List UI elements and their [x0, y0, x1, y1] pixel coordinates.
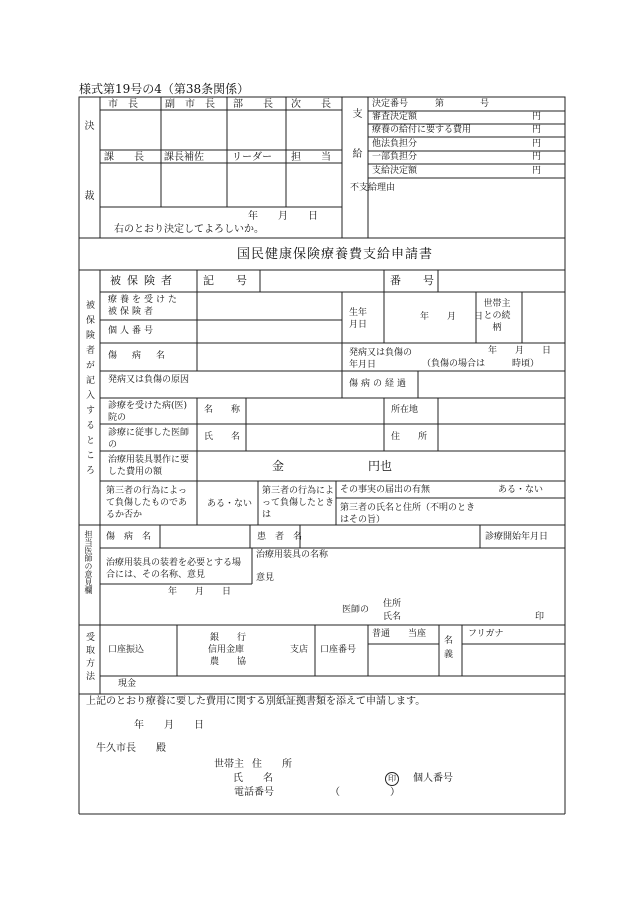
role-director: 部 長 [233, 99, 273, 110]
account-type-label: 普通 当座 [372, 629, 427, 639]
patient-line1: 療養を受けた [108, 295, 181, 305]
role-staff: 担 当 [291, 152, 331, 163]
onset-label: 発病又は負傷の年月日 [349, 348, 413, 370]
role-leader: リーダー [232, 152, 272, 163]
phone-paren: （ ） [330, 787, 400, 798]
credit-label: 信用金庫 [208, 645, 245, 655]
role-section-chief: 課 長 [104, 152, 144, 163]
kana-label: フリガナ [468, 629, 504, 639]
decision-number: 決定番号 第 号 [372, 99, 490, 109]
payment-amount-unit: 円 [532, 166, 542, 176]
number-label: 番 号 [390, 274, 434, 287]
patient-line2: 被保険者 [108, 307, 157, 317]
non-payment-reason: 不支給理由 [350, 183, 396, 193]
cause-label: 発病又は負傷の原因 [108, 375, 190, 385]
onset-note: （負傷の場合は 時頃） [422, 359, 540, 369]
other-law-share: 他法負担分 [372, 139, 418, 149]
householder-address: 住 所 [252, 759, 292, 770]
benefit-cost: 療養の給付に要する費用 [372, 125, 472, 135]
payment-label: 支給 [350, 108, 361, 188]
op-device-need: 治療用装具の装着を必要とする場合には、その名称、意見 [106, 558, 242, 580]
onset-date: 年 月 日 [488, 346, 552, 356]
householder-label: 世帯主 [214, 759, 244, 770]
doctor-label: 診療に従事した医師の [108, 428, 190, 450]
footer-date: 年 月 日 [134, 720, 204, 731]
op-doctor-of: 医師の [342, 605, 370, 615]
doctor-opinion-label: 担当医師の意見欄 [84, 530, 93, 594]
role-vice-mayor: 副 市 長 [165, 99, 215, 110]
statement: 上記のとおり療養に要した費用に関する別紙証拠書類を添えて申請します。 [86, 696, 426, 707]
partial-share-unit: 円 [532, 152, 542, 162]
insured-person-label: 被保険者 [110, 274, 178, 287]
cash-label: 現金 [118, 679, 137, 689]
footer-personal-number: 個人番号 [413, 773, 453, 784]
op-disease-label: 傷 病 名 [106, 532, 152, 542]
relation-label: 世帯主との続柄 [483, 299, 511, 333]
partial-share: 一部負担分 [372, 152, 418, 162]
op-date: 年 月 日 [168, 587, 232, 597]
account-number-label: 口座番号 [320, 645, 357, 655]
addressee: 牛久市長 殿 [96, 743, 166, 754]
householder-name: 氏 名 [233, 773, 273, 784]
insured-section-label: 被保険者が記入するところ [84, 300, 94, 480]
seal-stamp: 印 [385, 772, 399, 786]
birthdate-value: 年 月 日 [420, 312, 484, 322]
benefit-cost-unit: 円 [532, 125, 542, 135]
personal-number-label: 個人番号 [108, 326, 157, 336]
review-amount-unit: 円 [532, 112, 542, 122]
op-start-date-label: 診療開始年月日 [485, 532, 549, 542]
review-amount: 審査決定額 [372, 112, 418, 122]
address-label: 住 所 [391, 432, 428, 442]
branch-label: 支店 [290, 645, 309, 655]
cost-value: 金 円也 [272, 459, 393, 473]
bank-label: 銀 行 [210, 633, 247, 643]
agri-label: 農 協 [210, 657, 247, 667]
decision-label: 決裁 [82, 120, 93, 260]
report-yes-no: ある・ない [498, 485, 544, 495]
disease-name-label: 傷 病 名 [108, 351, 169, 361]
payment-amount: 支給決定額 [372, 166, 418, 176]
birthdate-label: 生年月日 [349, 308, 368, 330]
cost-label: 治療用装具製作に要した費用の額 [108, 455, 190, 477]
decision-date: 年 月 日 [248, 211, 318, 222]
third-party-question: 第三者の行為によって負傷したものであるか否か [106, 486, 188, 520]
op-patient-label: 患 者 名 [257, 532, 303, 542]
doctor-name-label: 氏 名 [204, 432, 241, 442]
approval-text: 右のとおり決定してよろしいか。 [114, 224, 264, 235]
transfer-label: 口座振込 [108, 645, 145, 655]
hospital-label: 診療を受けた病(医)院の [108, 401, 188, 423]
location-label: 所在地 [391, 405, 419, 415]
report-label: その事実の届出の有無 [340, 485, 431, 495]
holder-name-label: 名義 [444, 636, 454, 660]
course-label: 傷病の経過 [349, 379, 410, 389]
symbol-label: 記 号 [203, 274, 247, 287]
third-party-yes-no: ある・ない [207, 499, 253, 509]
role-mayor: 市 長 [108, 99, 138, 110]
op-seal: 印 [535, 612, 545, 622]
role-deputy-director: 次 長 [291, 99, 331, 110]
role-assistant-chief: 課長補佐 [164, 152, 204, 163]
op-address: 住所 [383, 599, 402, 609]
other-law-share-unit: 円 [532, 139, 542, 149]
op-device-name: 治療用装具の名称 [256, 550, 329, 560]
form-title: 国民健康保険療養費支給申請書 [237, 247, 434, 262]
third-party-cause: 第三者の行為によって負傷したときは [262, 486, 335, 520]
form-number: 様式第19号の4（第38条関係） [79, 82, 250, 96]
receipt-label: 受取方法 [84, 632, 94, 684]
op-name: 氏名 [383, 612, 402, 622]
phone-label: 電話番号 [234, 787, 274, 798]
hospital-name-label: 名 称 [204, 405, 241, 415]
op-opinion: 意見 [256, 573, 275, 583]
third-party-name-address: 第三者の氏名と住所（不明のときはその旨） [340, 503, 476, 525]
